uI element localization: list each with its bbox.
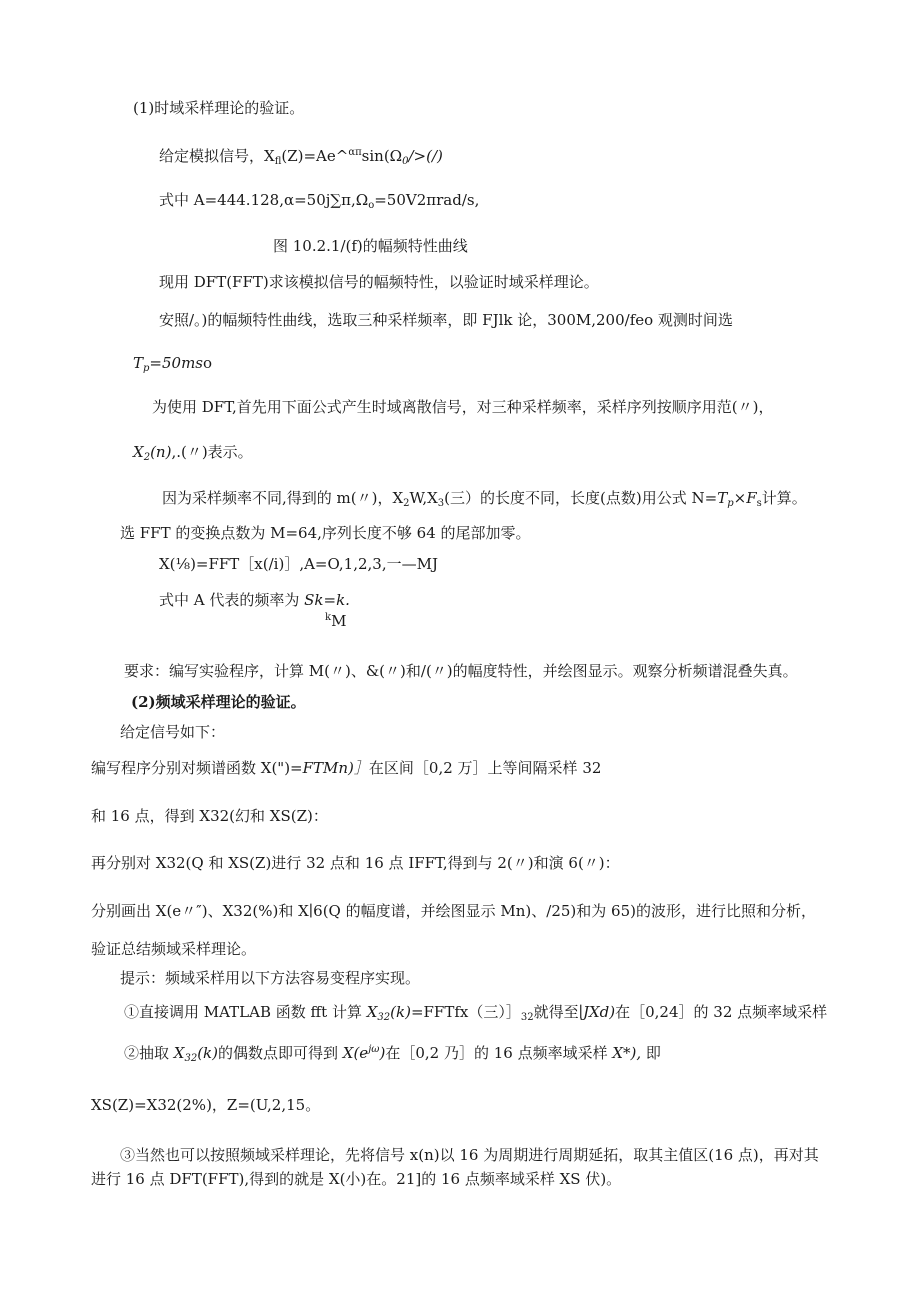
text: X	[366, 1003, 378, 1021]
text: ②抽取	[124, 1044, 174, 1062]
text: T	[133, 354, 144, 372]
figure-caption	[273, 236, 468, 256]
paragraph-line	[133, 442, 253, 468]
subscript: 0	[402, 156, 409, 167]
text: T	[717, 489, 728, 507]
text: 安照/。)的幅频特性曲线，选取三种采样频率，即 FJlk 论，300M,200/feo 观测时间选	[159, 311, 733, 329]
text: ×	[733, 489, 747, 507]
hint-line	[120, 968, 420, 988]
hint-item-2	[124, 1040, 661, 1069]
text: />(/)	[408, 147, 443, 165]
text: Sk=k.	[304, 591, 350, 609]
superscript: απ	[348, 147, 362, 158]
section-2-heading	[131, 692, 306, 712]
superscript: jω	[368, 1044, 380, 1055]
frequency-formula	[159, 590, 350, 610]
text: 因为采样频率不同,得到的 m(〃)，X	[162, 489, 404, 507]
text: (1)时域采样理论的验证。	[133, 99, 305, 117]
text: (三）的长度不同，长度(点数)用公式 N=	[444, 489, 718, 507]
text: X	[133, 443, 144, 461]
text: 在［0,24］的 32 点频率域采样	[615, 1003, 828, 1021]
text: =50V2πrad/s,	[374, 191, 480, 209]
text: M	[331, 612, 347, 630]
fft-formula	[159, 554, 438, 574]
text: 提示：频域采样用以下方法容易变程序实现。	[120, 969, 421, 987]
text: 图 10.2.1/(f)的幅频特性曲线	[273, 237, 468, 255]
paragraph-line	[120, 523, 531, 543]
paragraph-line	[91, 901, 816, 921]
text: JXd)	[582, 1003, 616, 1021]
text: 在区间［0,2 万］上等间隔采样 32	[368, 759, 602, 777]
text: X	[173, 1044, 185, 1062]
text: X(⅛)=FFT［x(/i)］,A=O,1,2,3,一—MJ	[159, 555, 438, 573]
fraction-denominator	[325, 608, 346, 631]
text: 和 16 点，得到 X32(幻和 XS(Z)：	[91, 807, 328, 825]
subscript: s	[756, 498, 762, 509]
text: F	[746, 489, 757, 507]
text: o	[203, 354, 213, 372]
text: FTMn)］	[302, 759, 369, 777]
subscript: p	[727, 498, 734, 509]
text: )	[379, 1044, 386, 1062]
subscript: 32	[377, 1012, 391, 1023]
subscript: 32	[520, 1012, 534, 1023]
formula-line	[91, 1095, 320, 1115]
paragraph-line	[120, 722, 225, 742]
text: 验证总结频域采样理论。	[91, 940, 257, 958]
text: 要求：编写实验程序，计算 M(〃)、&(〃)和/(〃)的幅度特性，并绘图显示。观察分析频谱混叠失真。	[124, 662, 798, 680]
text: 计算。	[761, 489, 807, 507]
text: 编写程序分别对频谱函数 X(")=	[91, 759, 303, 777]
paragraph-line	[159, 310, 733, 330]
parameter-line	[159, 190, 479, 216]
text: (2)频域采样理论的验证。	[131, 693, 306, 711]
text: 给定信号如下：	[120, 723, 226, 741]
paragraph-line	[91, 853, 620, 873]
text: 式中 A 代表的频率为	[159, 591, 305, 609]
subscript: p	[143, 363, 150, 374]
paragraph-line	[91, 939, 256, 959]
text: X(e	[342, 1044, 369, 1062]
subscript: o	[368, 200, 375, 211]
observation-time	[133, 353, 212, 379]
text: 为使用 DFT,首先用下面公式产生时域离散信号，对三种采样频率，采样序列按顺序用范(〃)，	[152, 398, 774, 416]
text: XS(Z)=X32(2%)，Z=(U,2,15。	[91, 1096, 321, 1114]
text: (k)	[197, 1044, 218, 1062]
subscript: 3	[437, 498, 445, 509]
text: 给定模拟信号，X	[159, 147, 275, 165]
text: 即	[641, 1044, 661, 1062]
text: (n)	[150, 443, 172, 461]
paragraph-line	[162, 488, 807, 514]
text: 式中 A=444.128,α=50j∑π,Ω	[159, 191, 369, 209]
text: ③当然也可以按照频域采样理论，先将信号 x(n)以 16 为周期进行周期延拓，取其主值区(16 点)，再对其	[120, 1146, 819, 1164]
hint-item-3	[120, 1145, 819, 1165]
paragraph-line	[91, 806, 328, 826]
hint-item-1	[124, 1002, 827, 1028]
analog-signal-formula	[159, 143, 443, 172]
text: sin(Ω	[361, 147, 403, 165]
text: =50ms	[149, 354, 203, 372]
superscript: k	[325, 612, 332, 623]
text: ①直接调用 MATLAB 函数 fft 计算	[124, 1003, 367, 1021]
subscript: 2	[143, 452, 151, 463]
text: ,.(〃)表示。	[171, 443, 253, 461]
text: 在［0,2 乃］的 16 点频率域采样	[385, 1044, 613, 1062]
paragraph-line	[91, 1169, 621, 1189]
section-1-heading	[133, 98, 304, 118]
text: 就得至∣	[533, 1003, 583, 1021]
paragraph-line	[152, 397, 773, 417]
text: 的偶数点即可得到	[218, 1044, 343, 1062]
paragraph-line	[159, 272, 599, 292]
text: W,X	[409, 489, 438, 507]
text: X*),	[612, 1044, 642, 1062]
text: (Z)=Ae^	[281, 147, 349, 165]
requirement-line	[124, 661, 798, 681]
paragraph-line	[91, 758, 601, 778]
text: (k)	[390, 1003, 411, 1021]
text: 进行 16 点 DFT(FFT),得到的就是 X(小)在。21]的 16 点频率域采样 XS 伏)。	[91, 1170, 622, 1188]
subscript: 32	[184, 1053, 198, 1064]
subscript: fl	[274, 156, 282, 167]
text: 选 FFT 的变换点数为 M=64,序列长度不够 64 的尾部加零。	[120, 524, 531, 542]
subscript: 2	[403, 498, 410, 509]
text: 分别画出 X(e〃″)、X32(%)和 X∣6(Q 的幅度谱，并绘图显示 Mn)、/25)和为 65)的波形，进行比照和分析，	[91, 902, 816, 920]
text: =FFTfx（三）］	[410, 1003, 521, 1021]
text: 现用 DFT(FFT)求该模拟信号的幅频特性，以验证时域采样理论。	[159, 273, 599, 291]
text: 再分别对 X32(Q 和 XS(Z)进行 32 点和 16 点 IFFT,得到与 2(〃)和演 6(〃)：	[91, 854, 620, 872]
